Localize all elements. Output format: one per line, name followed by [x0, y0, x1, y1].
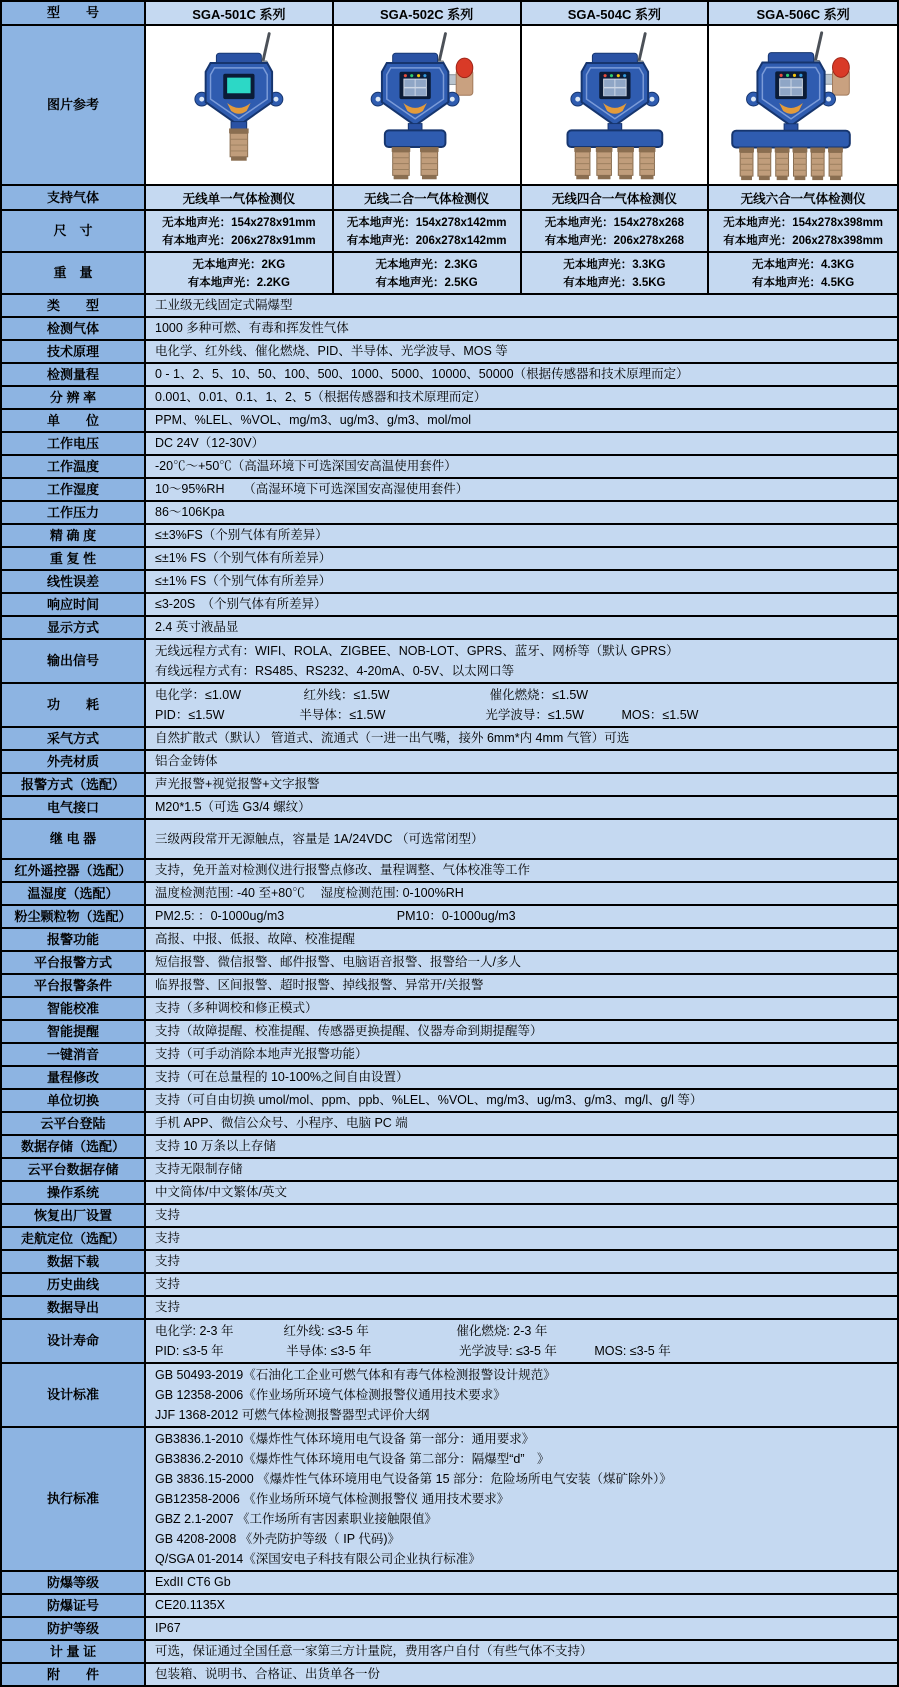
spec-label-cell: 防爆等级 — [2, 1572, 146, 1593]
spec-row — [2, 479, 897, 502]
spec-label-cell: 云平台登陆 — [2, 1113, 146, 1134]
spec-row — [2, 774, 897, 797]
spec-row — [2, 640, 897, 684]
image-reference-row — [2, 26, 897, 186]
spec-row — [2, 617, 897, 640]
product-image-sga-504c — [522, 26, 710, 184]
spec-value-cell: 2.4 英寸液晶显 — [146, 617, 897, 638]
spec-row — [2, 433, 897, 456]
supported-gas-value: 无线六合一气体检测仪 — [709, 186, 897, 209]
spec-value-cell: 电化学：≤1.0W 红外线：≤1.5W 催化燃烧：≤1.5W PID：≤1.5W 半导体：≤1.5W 光学波导：≤1.5W MOS：≤1.5W — [146, 684, 897, 726]
spec-row — [2, 456, 897, 479]
spec-label-cell: 设计标准 — [2, 1364, 146, 1426]
dimensions-row — [2, 211, 897, 253]
dimensions-value: 无本地声光：154x278x91mm 有本地声光：206x278x91mm — [146, 211, 334, 251]
spec-value-cell: 86～106Kpa — [146, 502, 897, 523]
spec-label-cell: 单位切换 — [2, 1090, 146, 1111]
image-row-label: 图片参考 — [2, 26, 146, 184]
spec-value-cell: 支持（多种调校和修正模式） — [146, 998, 897, 1019]
spec-value-cell: 支持无限制存储 — [146, 1159, 897, 1180]
supported-gas-value: 无线四合一气体检测仪 — [522, 186, 710, 209]
spec-label-cell: 设计寿命 — [2, 1320, 146, 1362]
spec-label-cell: 附 件 — [2, 1664, 146, 1685]
spec-value-cell: 10～95%RH （高湿环境下可选深国安高湿使用套件） — [146, 479, 897, 500]
spec-rows-container — [2, 295, 897, 1687]
spec-value-cell: GB3836.1-2010《爆炸性气体环境用电气设备 第一部分：通用要求》 GB3836.2-2010《爆炸性气体环境用电气设备 第二部分：隔爆型“d” 》 GB 3836.15-2000 《爆炸性气体环境用电气设备第 15 部分：危险场所电气安装（煤矿除外）》 GB12358-2006 《作业场所环境气体检测报警仪 通用技术要求》 GBZ 2.1-2007 《工作场所有害因素职业接触限值》 GB 4208-2008 《外壳防护等级（ IP 代码)》 Q/SGA 01-2014《深国安电子科技有限公司企业执行标准》 — [146, 1428, 897, 1570]
spec-row — [2, 295, 897, 318]
header-model-sga-501c: SGA-501C 系列 — [146, 2, 334, 24]
spec-row — [2, 1274, 897, 1297]
weight-value: 无本地声光：3.3KG 有本地声光：3.5KG — [522, 253, 710, 293]
spec-value-cell: M20*1.5（可选 G3/4 螺纹） — [146, 797, 897, 818]
spec-row — [2, 1297, 897, 1320]
weight-row — [2, 253, 897, 295]
spec-row — [2, 1572, 897, 1595]
spec-label-cell: 报警功能 — [2, 929, 146, 950]
spec-value-cell: 电化学、红外线、催化燃烧、PID、半导体、光学波导、MOS 等 — [146, 341, 897, 362]
spec-value-cell: 短信报警、微信报警、邮件报警、电脑语音报警、报警给一人/多人 — [146, 952, 897, 973]
spec-row — [2, 1090, 897, 1113]
spec-label-cell: 红外遥控器（选配） — [2, 860, 146, 881]
dimensions-label: 尺 寸 — [2, 211, 146, 251]
header-model-sga-506c: SGA-506C 系列 — [709, 2, 897, 24]
spec-label-cell: 粉尘颗粒物（选配） — [2, 906, 146, 927]
spec-row — [2, 684, 897, 728]
spec-row — [2, 548, 897, 571]
supported-gas-label: 支持气体 — [2, 186, 146, 209]
spec-value-cell: 工业级无线固定式隔爆型 — [146, 295, 897, 316]
spec-label-cell: 检测气体 — [2, 318, 146, 339]
spec-value-cell: 支持 — [146, 1297, 897, 1318]
spec-row — [2, 1251, 897, 1274]
spec-label-cell: 外壳材质 — [2, 751, 146, 772]
supported-gas-row — [2, 186, 897, 211]
spec-value-cell: 包装箱、说明书、合格证、出货单各一份 — [146, 1664, 897, 1685]
header-model-sga-504c: SGA-504C 系列 — [522, 2, 710, 24]
spec-row — [2, 1159, 897, 1182]
spec-value-cell: 临界报警、区间报警、超时报警、掉线报警、异常开/关报警 — [146, 975, 897, 996]
spec-label-cell: 显示方式 — [2, 617, 146, 638]
spec-label-cell: 恢复出厂设置 — [2, 1205, 146, 1226]
spec-row — [2, 1021, 897, 1044]
spec-value-cell: CE20.1135X — [146, 1595, 897, 1616]
spec-value-cell: DC 24V（12-30V） — [146, 433, 897, 454]
spec-row — [2, 1182, 897, 1205]
spec-row — [2, 883, 897, 906]
dimensions-value: 无本地声光：154x278x268 有本地声光：206x278x268 — [522, 211, 710, 251]
spec-label-cell: 计 量 证 — [2, 1641, 146, 1662]
supported-gas-value: 无线单一气体检测仪 — [146, 186, 334, 209]
spec-label-cell: 数据存储（选配） — [2, 1136, 146, 1157]
spec-row — [2, 860, 897, 883]
spec-value-cell: 0.001、0.01、0.1、1、2、5（根据传感器和技术原理而定） — [146, 387, 897, 408]
spec-label-cell: 平台报警条件 — [2, 975, 146, 996]
spec-value-cell: PM2.5: ：0-1000ug/m3 PM10：0-1000ug/m3 — [146, 906, 897, 927]
spec-label-cell: 技术原理 — [2, 341, 146, 362]
spec-row — [2, 1595, 897, 1618]
spec-row — [2, 751, 897, 774]
spec-label-cell: 线性误差 — [2, 571, 146, 592]
spec-value-cell: 可选，保证通过全国任意一家第三方计量院，费用客户自付（有些气体不支持） — [146, 1641, 897, 1662]
spec-value-cell: ≤3-20S （个别气体有所差异） — [146, 594, 897, 615]
spec-value-cell: PPM、%LEL、%VOL、mg/m3、ug/m3、g/m3、mol/mol — [146, 410, 897, 431]
spec-row — [2, 929, 897, 952]
spec-value-cell: 高报、中报、低报、故障、校准提醒 — [146, 929, 897, 950]
spec-label-cell: 输出信号 — [2, 640, 146, 682]
spec-row — [2, 525, 897, 548]
spec-value-cell: 自然扩散式（默认） 管道式、流通式（一进一出气嘴，接外 6mm*内 4mm 气管）可选 — [146, 728, 897, 749]
product-image-sga-502c — [334, 26, 522, 184]
spec-row — [2, 1113, 897, 1136]
spec-row — [2, 1136, 897, 1159]
spec-value-cell: 温度检测范围: -40 至+80℃ 湿度检测范围: 0-100%RH — [146, 883, 897, 904]
spec-value-cell: 支持 10 万条以上存储 — [146, 1136, 897, 1157]
spec-label-cell: 防护等级 — [2, 1618, 146, 1639]
spec-row — [2, 594, 897, 617]
spec-row — [2, 1320, 897, 1364]
spec-label-cell: 工作湿度 — [2, 479, 146, 500]
header-model-sga-502c: SGA-502C 系列 — [334, 2, 522, 24]
spec-row — [2, 952, 897, 975]
weight-value: 无本地声光：2.3KG 有本地声光：2.5KG — [334, 253, 522, 293]
spec-label-cell: 单 位 — [2, 410, 146, 431]
spec-row — [2, 318, 897, 341]
spec-value-cell: ≤±1% FS（个别气体有所差异） — [146, 548, 897, 569]
spec-value-cell: ≤±3%FS（个别气体有所差异） — [146, 525, 897, 546]
spec-value-cell: 支持（可在总量程的 10-100%之间自由设置） — [146, 1067, 897, 1088]
table-header-row — [2, 2, 897, 26]
spec-row — [2, 1428, 897, 1572]
spec-value-cell: 支持 — [146, 1274, 897, 1295]
spec-value-cell: 支持（可自由切换 umol/mol、ppm、ppb、%LEL、%VOL、mg/m3、ug/m3、g/m3、mg/l、g/l 等） — [146, 1090, 897, 1111]
spec-row — [2, 1364, 897, 1428]
spec-row — [2, 975, 897, 998]
spec-row — [2, 820, 897, 860]
product-image-sga-501c — [146, 26, 334, 184]
spec-value-cell: 手机 APP、微信公众号、小程序、电脑 PC 端 — [146, 1113, 897, 1134]
spec-row — [2, 341, 897, 364]
spec-label-cell: 精 确 度 — [2, 525, 146, 546]
spec-label-cell: 智能提醒 — [2, 1021, 146, 1042]
spec-value-cell: 声光报警+视觉报警+文字报警 — [146, 774, 897, 795]
spec-label-cell: 工作电压 — [2, 433, 146, 454]
spec-row — [2, 1641, 897, 1664]
weight-label: 重 量 — [2, 253, 146, 293]
spec-value-cell: 电化学: 2-3 年 红外线: ≤3-5 年 催化燃烧: 2-3 年 PID: ≤3-5 年 半导体: ≤3-5 年 光学波导: ≤3-5 年 MOS: ≤3-5 年 — [146, 1320, 897, 1362]
spec-value-cell: 铝合金铸体 — [146, 751, 897, 772]
spec-label-cell: 类 型 — [2, 295, 146, 316]
spec-row — [2, 1067, 897, 1090]
spec-row — [2, 571, 897, 594]
spec-value-cell: 支持 — [146, 1228, 897, 1249]
weight-value: 无本地声光：4.3KG 有本地声光：4.5KG — [709, 253, 897, 293]
spec-value-cell: 0 - 1、2、5、10、50、100、500、1000、5000、10000、50000（根据传感器和技术原理而定） — [146, 364, 897, 385]
spec-row — [2, 364, 897, 387]
header-label-cell: 型 号 — [2, 2, 146, 24]
spec-label-cell: 检测量程 — [2, 364, 146, 385]
spec-label-cell: 智能校准 — [2, 998, 146, 1019]
spec-value-cell: IP67 — [146, 1618, 897, 1639]
spec-row — [2, 906, 897, 929]
spec-label-cell: 量程修改 — [2, 1067, 146, 1088]
spec-value-cell: 支持（故障提醒、校准提醒、传感器更换提醒、仪器寿命到期提醒等） — [146, 1021, 897, 1042]
spec-row — [2, 998, 897, 1021]
spec-value-cell: GB 50493-2019《石油化工企业可燃气体和有毒气体检测报警设计规范》 GB 12358-2006《作业场所环境气体检测报警仪通用技术要求》 JJF 1368-2012 可燃气体检测报警器型式评价大纲 — [146, 1364, 897, 1426]
spec-row — [2, 1044, 897, 1067]
product-image-sga-506c — [709, 26, 897, 184]
spec-label-cell: 分 辨 率 — [2, 387, 146, 408]
spec-value-cell: 无线远程方式有：WIFI、ROLA、ZIGBEE、NOB-LOT、GPRS、蓝牙、网桥等（默认 GPRS） 有线远程方式有：RS485、RS232、4-20mA、0-5V、以太网口等 — [146, 640, 897, 682]
spec-label-cell: 功 耗 — [2, 684, 146, 726]
spec-label-cell: 重 复 性 — [2, 548, 146, 569]
spec-label-cell: 执行标准 — [2, 1428, 146, 1570]
spec-row — [2, 1618, 897, 1641]
dimensions-value: 无本地声光：154x278x398mm 有本地声光：206x278x398mm — [709, 211, 897, 251]
spec-label-cell: 一键消音 — [2, 1044, 146, 1065]
spec-label-cell: 报警方式（选配） — [2, 774, 146, 795]
spec-row — [2, 410, 897, 433]
spec-label-cell: 工作温度 — [2, 456, 146, 477]
spec-label-cell: 云平台数据存储 — [2, 1159, 146, 1180]
spec-value-cell: ≤±1% FS（个别气体有所差异） — [146, 571, 897, 592]
spec-value-cell: -20℃～+50℃（高温环境下可选深国安高温使用套件） — [146, 456, 897, 477]
spec-label-cell: 采气方式 — [2, 728, 146, 749]
spec-label-cell: 继 电 器 — [2, 820, 146, 858]
spec-value-cell: 支持，免开盖对检测仪进行报警点修改、量程调整、气体校准等工作 — [146, 860, 897, 881]
spec-row — [2, 1664, 897, 1687]
spec-label-cell: 走航定位（选配） — [2, 1228, 146, 1249]
spec-label-cell: 工作压力 — [2, 502, 146, 523]
spec-label-cell: 温湿度（选配） — [2, 883, 146, 904]
spec-row — [2, 387, 897, 410]
dimensions-value: 无本地声光：154x278x142mm 有本地声光：206x278x142mm — [334, 211, 522, 251]
spec-value-cell: 中文简体/中文繁体/英文 — [146, 1182, 897, 1203]
spec-label-cell: 电气接口 — [2, 797, 146, 818]
spec-row — [2, 728, 897, 751]
spec-value-cell: 1000 多种可燃、有毒和挥发性气体 — [146, 318, 897, 339]
spec-label-cell: 数据下载 — [2, 1251, 146, 1272]
supported-gas-value: 无线二合一气体检测仪 — [334, 186, 522, 209]
spec-label-cell: 平台报警方式 — [2, 952, 146, 973]
spec-row — [2, 502, 897, 525]
spec-value-cell: 三级两段常开无源触点，容量是 1A/24VDC （可选常闭型） — [146, 820, 897, 858]
weight-value: 无本地声光：2KG 有本地声光：2.2KG — [146, 253, 334, 293]
spec-label-cell: 响应时间 — [2, 594, 146, 615]
spec-value-cell: 支持 — [146, 1251, 897, 1272]
spec-label-cell: 操作系统 — [2, 1182, 146, 1203]
spec-value-cell: 支持 — [146, 1205, 897, 1226]
spec-row — [2, 1205, 897, 1228]
spec-row — [2, 1228, 897, 1251]
spec-label-cell: 数据导出 — [2, 1297, 146, 1318]
spec-label-cell: 历史曲线 — [2, 1274, 146, 1295]
spec-value-cell: 支持（可手动消除本地声光报警功能） — [146, 1044, 897, 1065]
spec-value-cell: ExdII CT6 Gb — [146, 1572, 897, 1593]
spec-row — [2, 797, 897, 820]
spec-label-cell: 防爆证号 — [2, 1595, 146, 1616]
